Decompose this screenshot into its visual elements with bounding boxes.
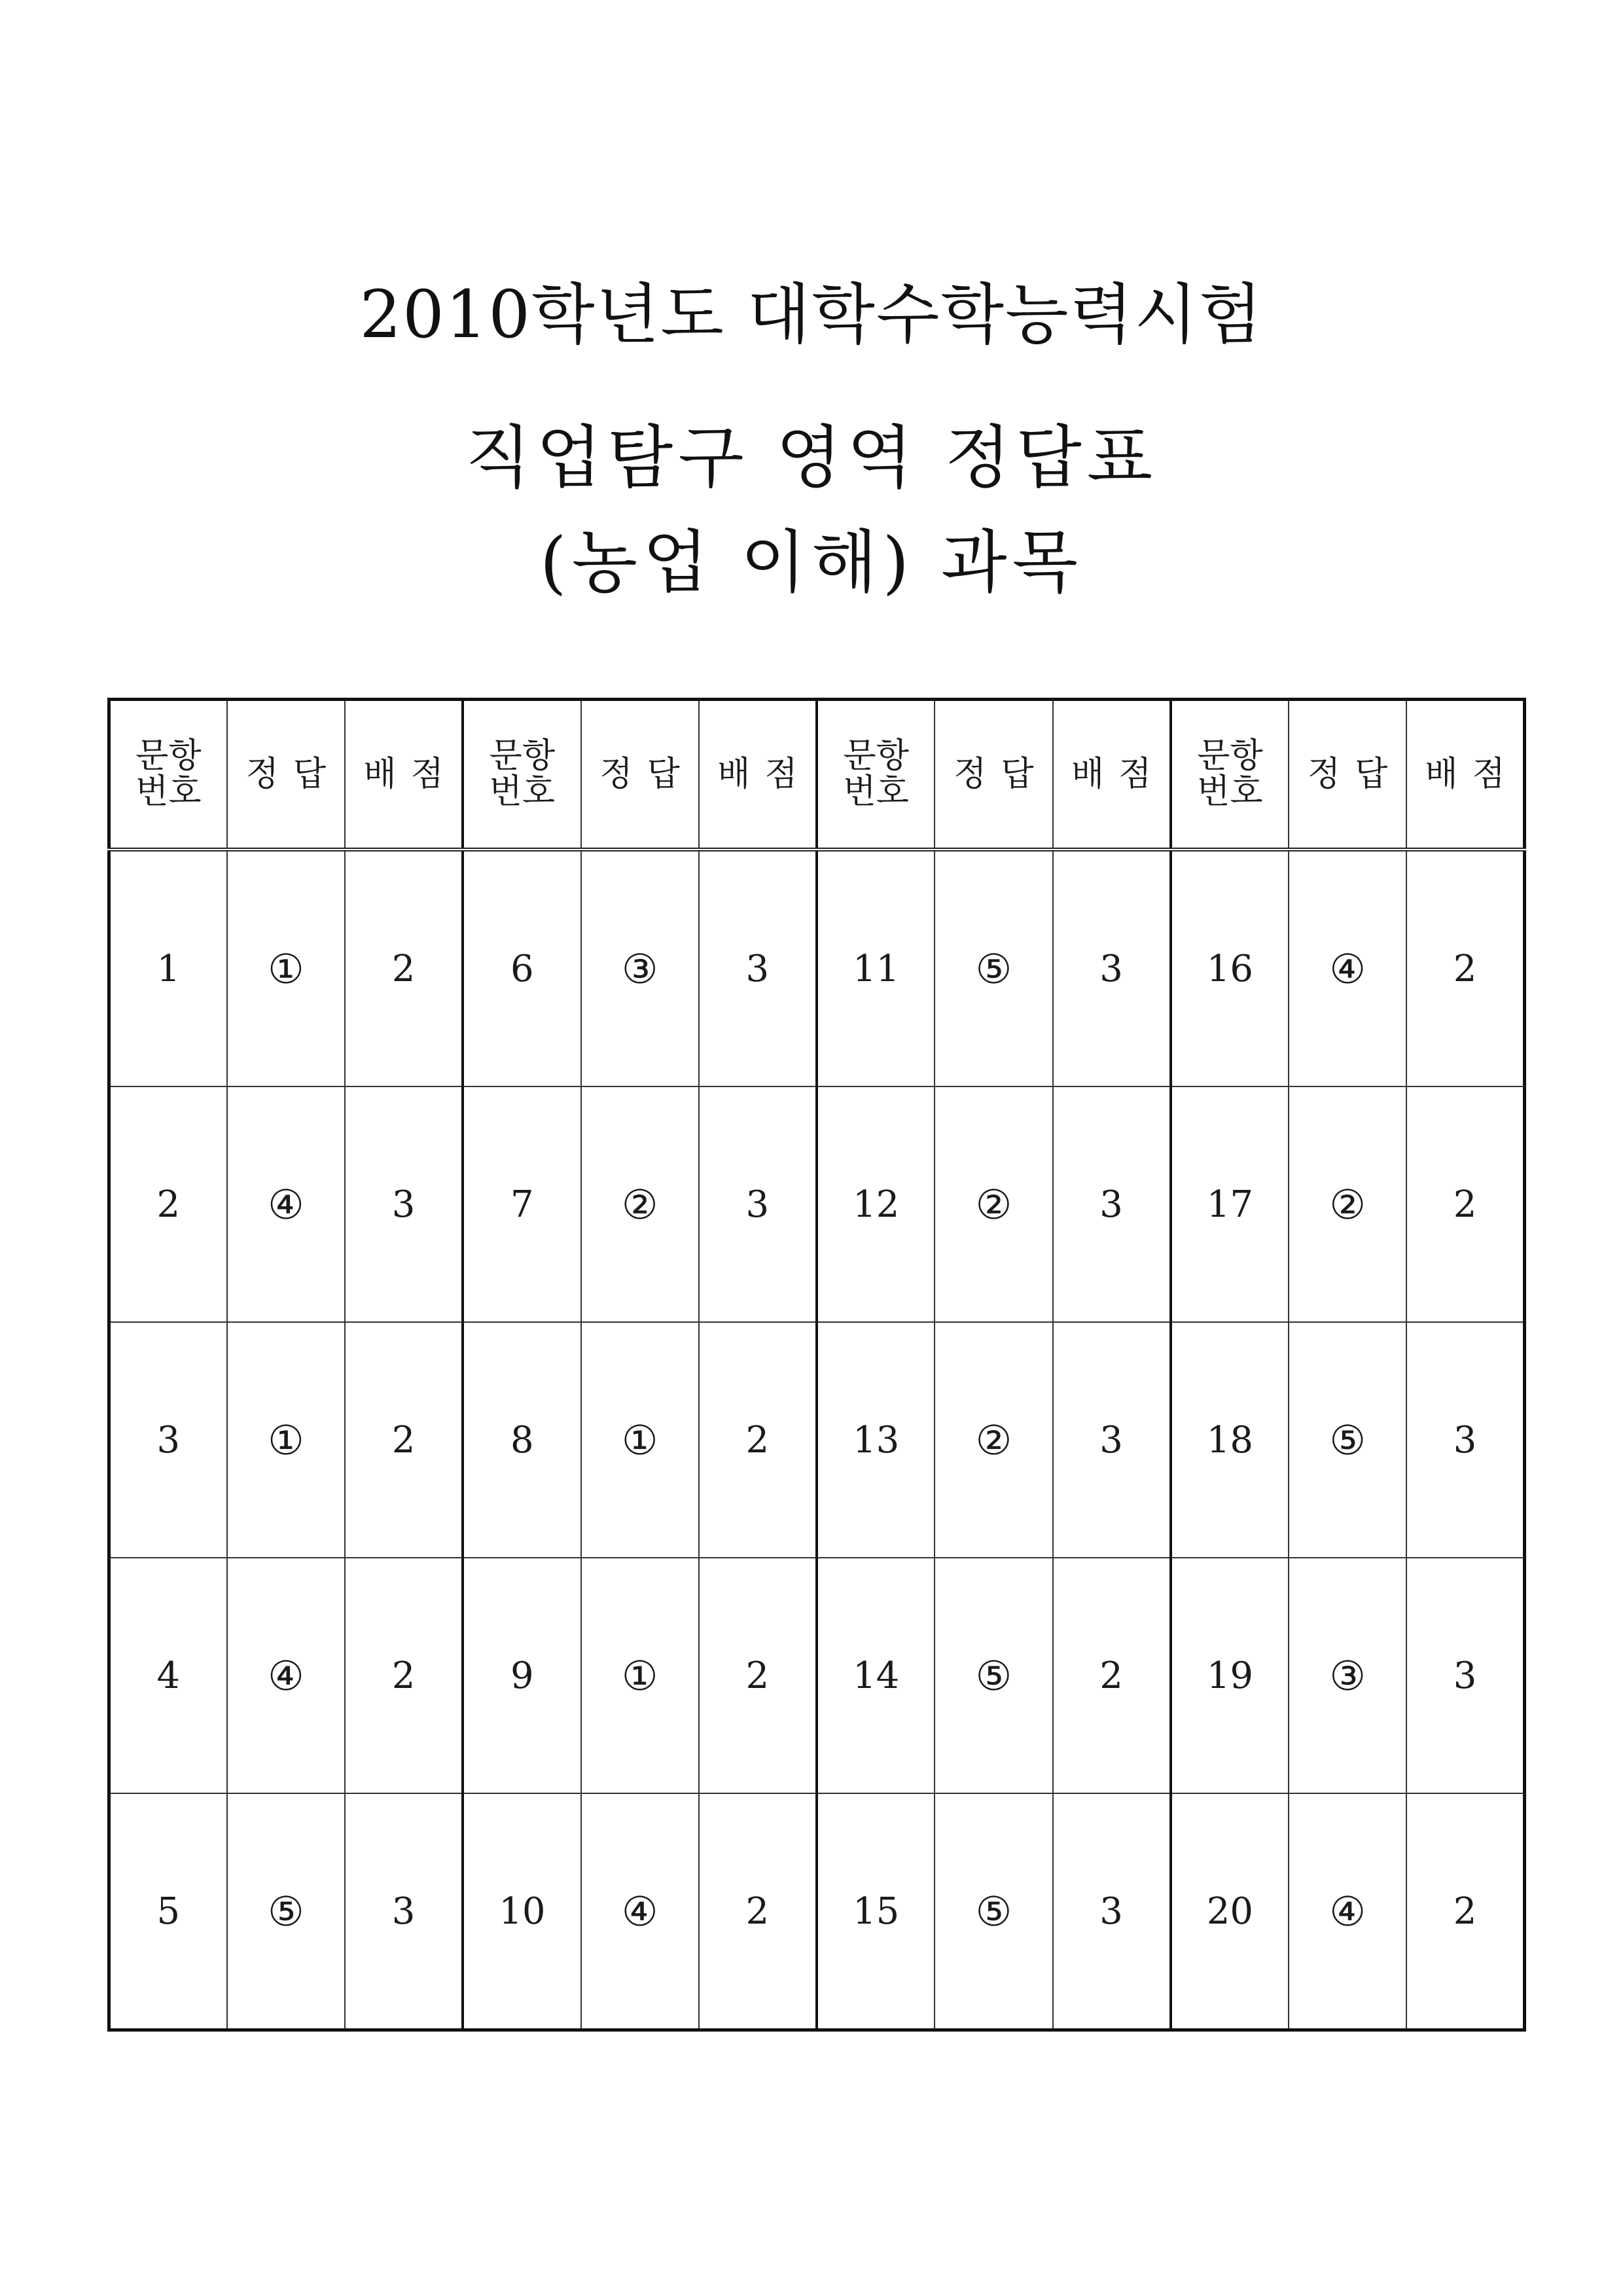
answer-cell: ①: [581, 1322, 699, 1558]
answer-cell: ⑤: [935, 1793, 1052, 2030]
question-number-cell: 9: [463, 1558, 580, 1793]
score-cell: 2: [699, 1558, 817, 1793]
answer-cell: ①: [227, 1322, 345, 1558]
answer-cell: ⑤: [935, 850, 1052, 1086]
header-question-number: 문항 번호: [1171, 700, 1289, 850]
header-answer: 정답: [227, 700, 345, 850]
score-cell: 3: [1406, 1558, 1524, 1793]
question-number-cell: 20: [1171, 1793, 1289, 2030]
question-number-cell: 16: [1171, 850, 1289, 1086]
table-row: [109, 850, 1525, 1086]
header-question-number: 문항 번호: [109, 700, 227, 850]
question-number-cell: 19: [1171, 1558, 1289, 1793]
answer-cell: ①: [581, 1558, 699, 1793]
question-number-cell: 4: [109, 1558, 227, 1793]
question-number-cell: 10: [463, 1793, 580, 2030]
score-cell: 3: [1053, 1086, 1171, 1322]
answer-cell: ③: [581, 850, 699, 1086]
question-number-cell: 5: [109, 1793, 227, 2030]
score-cell: 3: [699, 1086, 817, 1322]
header-score: 배점: [1406, 700, 1524, 850]
header-question-number: 문항 번호: [463, 700, 580, 850]
question-number-cell: 7: [463, 1086, 580, 1322]
answer-cell: ②: [581, 1086, 699, 1322]
question-number-cell: 18: [1171, 1322, 1289, 1558]
score-cell: 2: [699, 1793, 817, 2030]
score-cell: 2: [345, 1558, 463, 1793]
question-number-cell: 15: [817, 1793, 935, 2030]
question-number-cell: 8: [463, 1322, 580, 1558]
question-number-cell: 1: [109, 850, 227, 1086]
score-cell: 3: [1053, 850, 1171, 1086]
question-number-cell: 12: [817, 1086, 935, 1322]
question-number-cell: 2: [109, 1086, 227, 1322]
score-cell: 3: [1053, 1322, 1171, 1558]
answer-cell: ②: [935, 1086, 1052, 1322]
question-number-cell: 11: [817, 850, 935, 1086]
score-cell: 2: [1406, 1793, 1524, 2030]
answer-cell: ①: [227, 850, 345, 1086]
score-cell: 3: [345, 1086, 463, 1322]
answer-sheet-title: 직업탐구 영역 정답표: [465, 418, 1158, 497]
question-number-cell: 13: [817, 1322, 935, 1558]
answer-cell: ④: [1289, 1793, 1406, 2030]
score-cell: 3: [1406, 1322, 1524, 1558]
score-cell: 2: [1406, 850, 1524, 1086]
header-answer: 정답: [581, 700, 699, 850]
header-row: [109, 700, 1525, 850]
answer-cell: ④: [227, 1086, 345, 1322]
score-cell: 3: [1053, 1793, 1171, 2030]
exam-title: 2010학년도 대학수학능력시험: [359, 276, 1264, 353]
table-row: [109, 1322, 1525, 1558]
subject-title: (농업 이해) 과목: [539, 522, 1084, 602]
score-cell: 2: [1053, 1558, 1171, 1793]
table-row: [109, 1086, 1525, 1322]
answer-cell: ②: [935, 1322, 1052, 1558]
question-number-cell: 3: [109, 1322, 227, 1558]
header-answer: 정답: [935, 700, 1052, 850]
header-score: 배점: [345, 700, 463, 850]
score-cell: 2: [345, 850, 463, 1086]
score-cell: 2: [699, 1322, 817, 1558]
answer-cell: ④: [581, 1793, 699, 2030]
header-score: 배점: [699, 700, 817, 850]
answer-cell: ③: [1289, 1558, 1406, 1793]
score-cell: 2: [1406, 1086, 1524, 1322]
answer-cell: ②: [1289, 1086, 1406, 1322]
score-cell: 3: [345, 1793, 463, 2030]
answer-cell: ④: [227, 1558, 345, 1793]
answer-cell: ⑤: [1289, 1322, 1406, 1558]
header-question-number: 문항 번호: [817, 700, 935, 850]
header-answer: 정답: [1289, 700, 1406, 850]
score-cell: 2: [345, 1322, 463, 1558]
table-row: [109, 1793, 1525, 2030]
answer-cell: ⑤: [227, 1793, 345, 2030]
question-number-cell: 14: [817, 1558, 935, 1793]
answer-cell: ⑤: [935, 1558, 1052, 1793]
table-row: [109, 1558, 1525, 1793]
header-score: 배점: [1053, 700, 1171, 850]
answer-table: [107, 698, 1526, 2032]
question-number-cell: 17: [1171, 1086, 1289, 1322]
question-number-cell: 6: [463, 850, 580, 1086]
score-cell: 3: [699, 850, 817, 1086]
answer-cell: ④: [1289, 850, 1406, 1086]
